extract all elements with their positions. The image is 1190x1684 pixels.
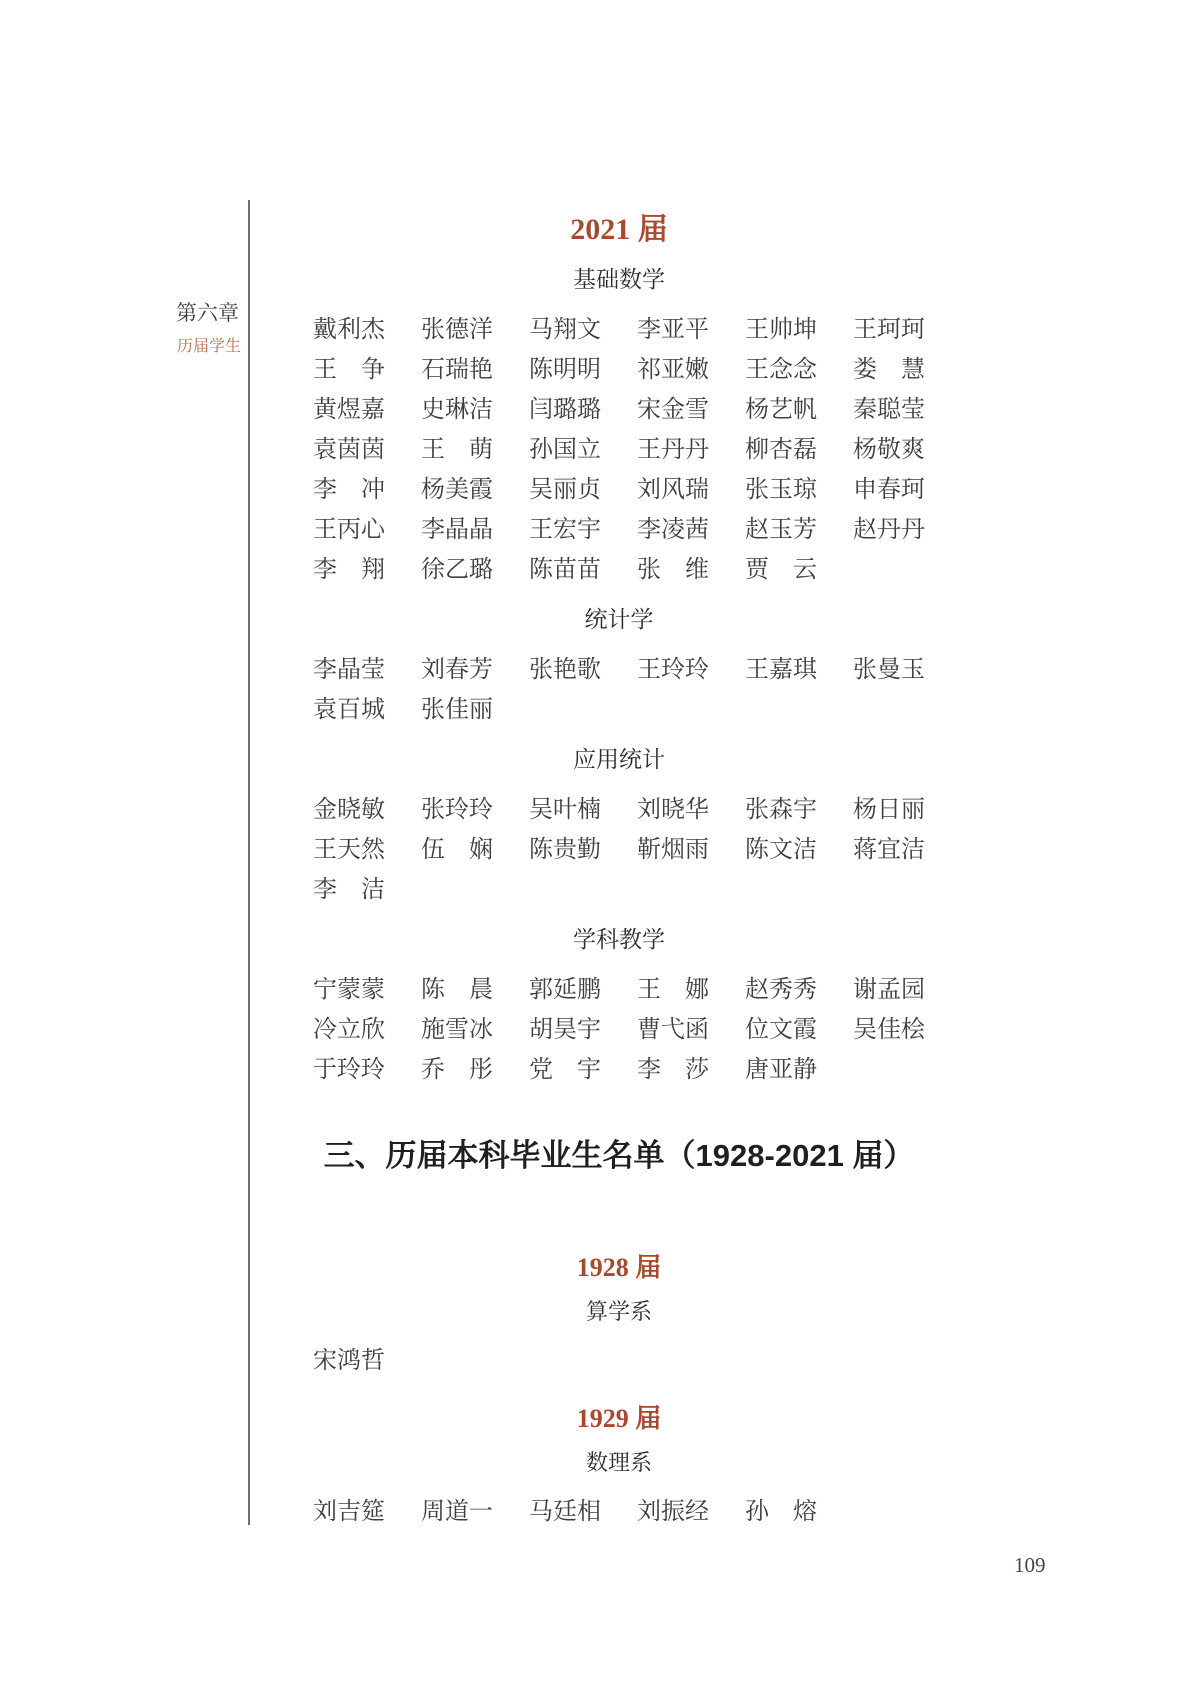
name-cell <box>637 395 745 425</box>
name-cell <box>421 975 529 1005</box>
name-cell <box>313 435 421 465</box>
name-cell <box>853 975 961 1005</box>
student-name: 刘晓华 <box>637 797 709 823</box>
department-title: 算学系 <box>585 1299 652 1324</box>
name-cell <box>421 835 529 865</box>
name-cell <box>637 475 745 505</box>
student-name: 王丙心 <box>313 517 385 543</box>
name-cell <box>745 355 853 385</box>
name-cell <box>313 975 421 1005</box>
student-name: 陈苗苗 <box>529 557 601 583</box>
name-cell <box>745 795 853 825</box>
student-name: 王玲玲 <box>637 657 709 683</box>
name-row <box>313 1341 925 1381</box>
cohort-2021-groups <box>313 262 949 1090</box>
student-name: 袁茵茵 <box>313 437 385 463</box>
student-name: 祁亚嫩 <box>637 357 709 383</box>
student-name: 石瑞艳 <box>421 357 493 383</box>
name-cell <box>421 515 529 545</box>
student-name: 郭延鹏 <box>529 977 601 1003</box>
department-title: 数理系 <box>585 1450 652 1475</box>
section-heading: 三、历届本科毕业生名单（1928-2021 届） <box>323 1138 915 1173</box>
student-name: 伍娴 <box>421 837 517 863</box>
name-cell <box>529 475 637 505</box>
name-cell <box>637 835 745 865</box>
student-name: 刘吉筵 <box>313 1499 385 1525</box>
name-cell <box>529 515 637 545</box>
name-row <box>313 1492 925 1532</box>
name-cell <box>529 975 637 1005</box>
student-name: 张曼玉 <box>853 657 925 683</box>
student-name: 赵秀秀 <box>745 977 817 1003</box>
name-row <box>313 1050 925 1090</box>
name-cell <box>529 315 637 345</box>
name-cell <box>637 1055 745 1085</box>
name-cell <box>853 795 961 825</box>
name-cell <box>853 355 961 385</box>
name-cell <box>421 435 529 465</box>
student-name: 戴利杰 <box>313 317 385 343</box>
name-row <box>313 870 925 910</box>
name-cell <box>313 395 421 425</box>
name-cell <box>853 655 961 685</box>
name-cell <box>745 975 853 1005</box>
student-name: 杨敬爽 <box>853 437 925 463</box>
name-cell <box>421 695 529 725</box>
name-cell <box>853 475 961 505</box>
name-cell <box>313 555 421 585</box>
name-cell <box>853 835 961 865</box>
name-cell <box>313 795 421 825</box>
student-name: 王珂珂 <box>853 317 925 343</box>
student-name: 杨艺帆 <box>745 397 817 423</box>
student-name: 黄煜嘉 <box>313 397 385 423</box>
name-cell <box>529 355 637 385</box>
name-cell <box>637 355 745 385</box>
student-name: 王天然 <box>313 837 385 863</box>
student-name: 袁百城 <box>313 697 385 723</box>
student-name: 曹弋函 <box>637 1017 709 1043</box>
name-cell <box>421 555 529 585</box>
name-cell <box>745 315 853 345</box>
student-name: 蒋宜洁 <box>853 837 925 863</box>
student-name: 史琳洁 <box>421 397 493 423</box>
name-cell <box>313 475 421 505</box>
name-cell <box>313 315 421 345</box>
name-cell <box>421 315 529 345</box>
name-cell <box>529 1497 637 1527</box>
name-row <box>313 390 925 430</box>
student-name: 王争 <box>313 357 409 383</box>
student-name: 于玲玲 <box>313 1057 385 1083</box>
name-cell <box>637 1015 745 1045</box>
student-name: 娄慧 <box>853 357 949 383</box>
name-cell <box>313 1015 421 1045</box>
student-name: 宋鸿哲 <box>313 1348 385 1374</box>
name-cell <box>745 1055 853 1085</box>
student-name: 赵玉芳 <box>745 517 817 543</box>
name-cell <box>853 515 961 545</box>
student-name: 党宇 <box>529 1057 625 1083</box>
student-name: 徐乙璐 <box>421 557 493 583</box>
student-name: 李晶莹 <box>313 657 385 683</box>
student-name: 宁蒙蒙 <box>313 977 385 1003</box>
name-cell <box>313 1055 421 1085</box>
name-row <box>313 790 925 830</box>
student-name: 陈明明 <box>529 357 601 383</box>
name-row <box>313 470 925 510</box>
student-name: 王嘉琪 <box>745 657 817 683</box>
page-number: 109 <box>1014 1553 1046 1577</box>
name-cell <box>313 355 421 385</box>
student-name: 张佳丽 <box>421 697 493 723</box>
student-name: 马翔文 <box>529 317 601 343</box>
student-name: 李翔 <box>313 557 409 583</box>
name-cell <box>313 875 421 905</box>
student-name: 张玉琼 <box>745 477 817 503</box>
student-name: 张玲玲 <box>421 797 493 823</box>
name-cell <box>529 395 637 425</box>
cohort-rows <box>313 1492 925 1532</box>
name-cell <box>853 395 961 425</box>
group-title: 应用统计 <box>573 746 665 772</box>
student-name: 贾云 <box>745 557 841 583</box>
student-name: 李洁 <box>313 877 409 903</box>
name-cell <box>745 435 853 465</box>
student-name: 冷立欣 <box>313 1017 385 1043</box>
name-cell <box>529 555 637 585</box>
student-name: 位文霞 <box>745 1017 817 1043</box>
student-name: 孙熔 <box>745 1499 841 1525</box>
group-title: 基础数学 <box>573 266 665 292</box>
student-name: 李亚平 <box>637 317 709 343</box>
margin-rule <box>248 200 250 1525</box>
student-name: 刘风瑞 <box>637 477 709 503</box>
student-name: 秦聪莹 <box>853 397 925 423</box>
name-cell <box>421 795 529 825</box>
student-name: 张森宇 <box>745 797 817 823</box>
student-name: 王宏宇 <box>529 517 601 543</box>
name-cell <box>421 1055 529 1085</box>
group-title: 统计学 <box>584 606 654 632</box>
student-name: 马廷相 <box>529 1499 601 1525</box>
student-name: 孙国立 <box>529 437 601 463</box>
student-name: 申春珂 <box>853 477 925 503</box>
name-row <box>313 1010 925 1050</box>
name-cell <box>313 655 421 685</box>
student-name: 刘春芳 <box>421 657 493 683</box>
student-name: 李晶晶 <box>421 517 493 543</box>
student-name: 金晓敏 <box>313 797 385 823</box>
name-cell <box>745 555 853 585</box>
student-name: 柳杏磊 <box>745 437 817 463</box>
name-cell <box>421 395 529 425</box>
name-cell <box>313 835 421 865</box>
name-cell <box>313 1497 421 1527</box>
name-cell <box>421 1497 529 1527</box>
history-cohorts <box>313 1250 925 1532</box>
name-cell <box>745 835 853 865</box>
name-cell <box>637 555 745 585</box>
name-cell <box>637 975 745 1005</box>
name-row <box>313 650 925 690</box>
name-cell <box>637 655 745 685</box>
name-row <box>313 690 925 730</box>
name-cell <box>313 1346 421 1376</box>
sidebar-chapter-label: 第六章 <box>176 301 239 325</box>
name-cell <box>529 1055 637 1085</box>
student-name: 王丹丹 <box>637 437 709 463</box>
name-cell <box>745 1015 853 1045</box>
student-name: 胡昊宇 <box>529 1017 601 1043</box>
name-cell <box>421 1015 529 1045</box>
name-cell <box>853 315 961 345</box>
student-name: 宋金雪 <box>637 397 709 423</box>
name-row <box>313 510 925 550</box>
name-cell <box>313 695 421 725</box>
student-name: 王念念 <box>745 357 817 383</box>
name-cell <box>529 655 637 685</box>
name-cell <box>529 835 637 865</box>
name-cell <box>853 435 961 465</box>
student-name: 李冲 <box>313 477 409 503</box>
name-cell <box>529 435 637 465</box>
name-cell <box>637 315 745 345</box>
cohort-2021-title: 2021 届 <box>570 213 668 246</box>
student-name: 谢孟园 <box>853 977 925 1003</box>
student-name: 张德洋 <box>421 317 493 343</box>
group-title: 学科教学 <box>573 926 665 952</box>
name-row <box>313 830 925 870</box>
student-name: 杨日丽 <box>853 797 925 823</box>
name-cell <box>421 475 529 505</box>
name-cell <box>637 1497 745 1527</box>
name-cell <box>745 395 853 425</box>
student-name: 靳烟雨 <box>637 837 709 863</box>
student-name: 施雪冰 <box>421 1017 493 1043</box>
name-cell <box>421 655 529 685</box>
student-name: 王娜 <box>637 977 733 1003</box>
name-cell <box>745 475 853 505</box>
student-name: 闫璐璐 <box>529 397 601 423</box>
student-name: 吴叶楠 <box>529 797 601 823</box>
cohort-rows <box>313 1341 925 1381</box>
name-row <box>313 430 925 470</box>
page-content <box>313 0 949 1532</box>
name-cell <box>421 355 529 385</box>
student-name: 吴丽贞 <box>529 477 601 503</box>
student-name: 王帅坤 <box>745 317 817 343</box>
sidebar-section-label: 历届学生 <box>177 338 242 355</box>
name-cell <box>745 515 853 545</box>
student-name: 陈晨 <box>421 977 517 1003</box>
name-cell <box>529 795 637 825</box>
name-cell <box>637 515 745 545</box>
student-name: 刘振经 <box>637 1499 709 1525</box>
name-cell <box>529 1015 637 1045</box>
name-cell <box>637 435 745 465</box>
name-row <box>313 970 925 1010</box>
student-name: 陈贵勤 <box>529 837 601 863</box>
student-name: 杨美霞 <box>421 477 493 503</box>
student-name: 乔彤 <box>421 1057 517 1083</box>
name-row <box>313 310 925 350</box>
name-cell <box>853 1015 961 1045</box>
student-name: 陈文洁 <box>745 837 817 863</box>
name-cell <box>745 655 853 685</box>
student-name: 吴佳桧 <box>853 1017 925 1043</box>
student-name: 王萌 <box>421 437 517 463</box>
student-name: 唐亚静 <box>745 1057 817 1083</box>
name-cell <box>313 515 421 545</box>
student-name: 张维 <box>637 557 733 583</box>
cohort-year-title: 1929 届 <box>576 1404 662 1433</box>
student-name: 张艳歌 <box>529 657 601 683</box>
name-row <box>313 550 925 590</box>
student-name: 李莎 <box>637 1057 733 1083</box>
student-name: 周道一 <box>421 1499 493 1525</box>
name-row <box>313 350 949 390</box>
name-cell <box>745 1497 853 1527</box>
name-cell <box>637 795 745 825</box>
student-name: 赵丹丹 <box>853 517 925 543</box>
cohort-year-title: 1928 届 <box>576 1253 662 1282</box>
student-name: 李凌茜 <box>637 517 709 543</box>
